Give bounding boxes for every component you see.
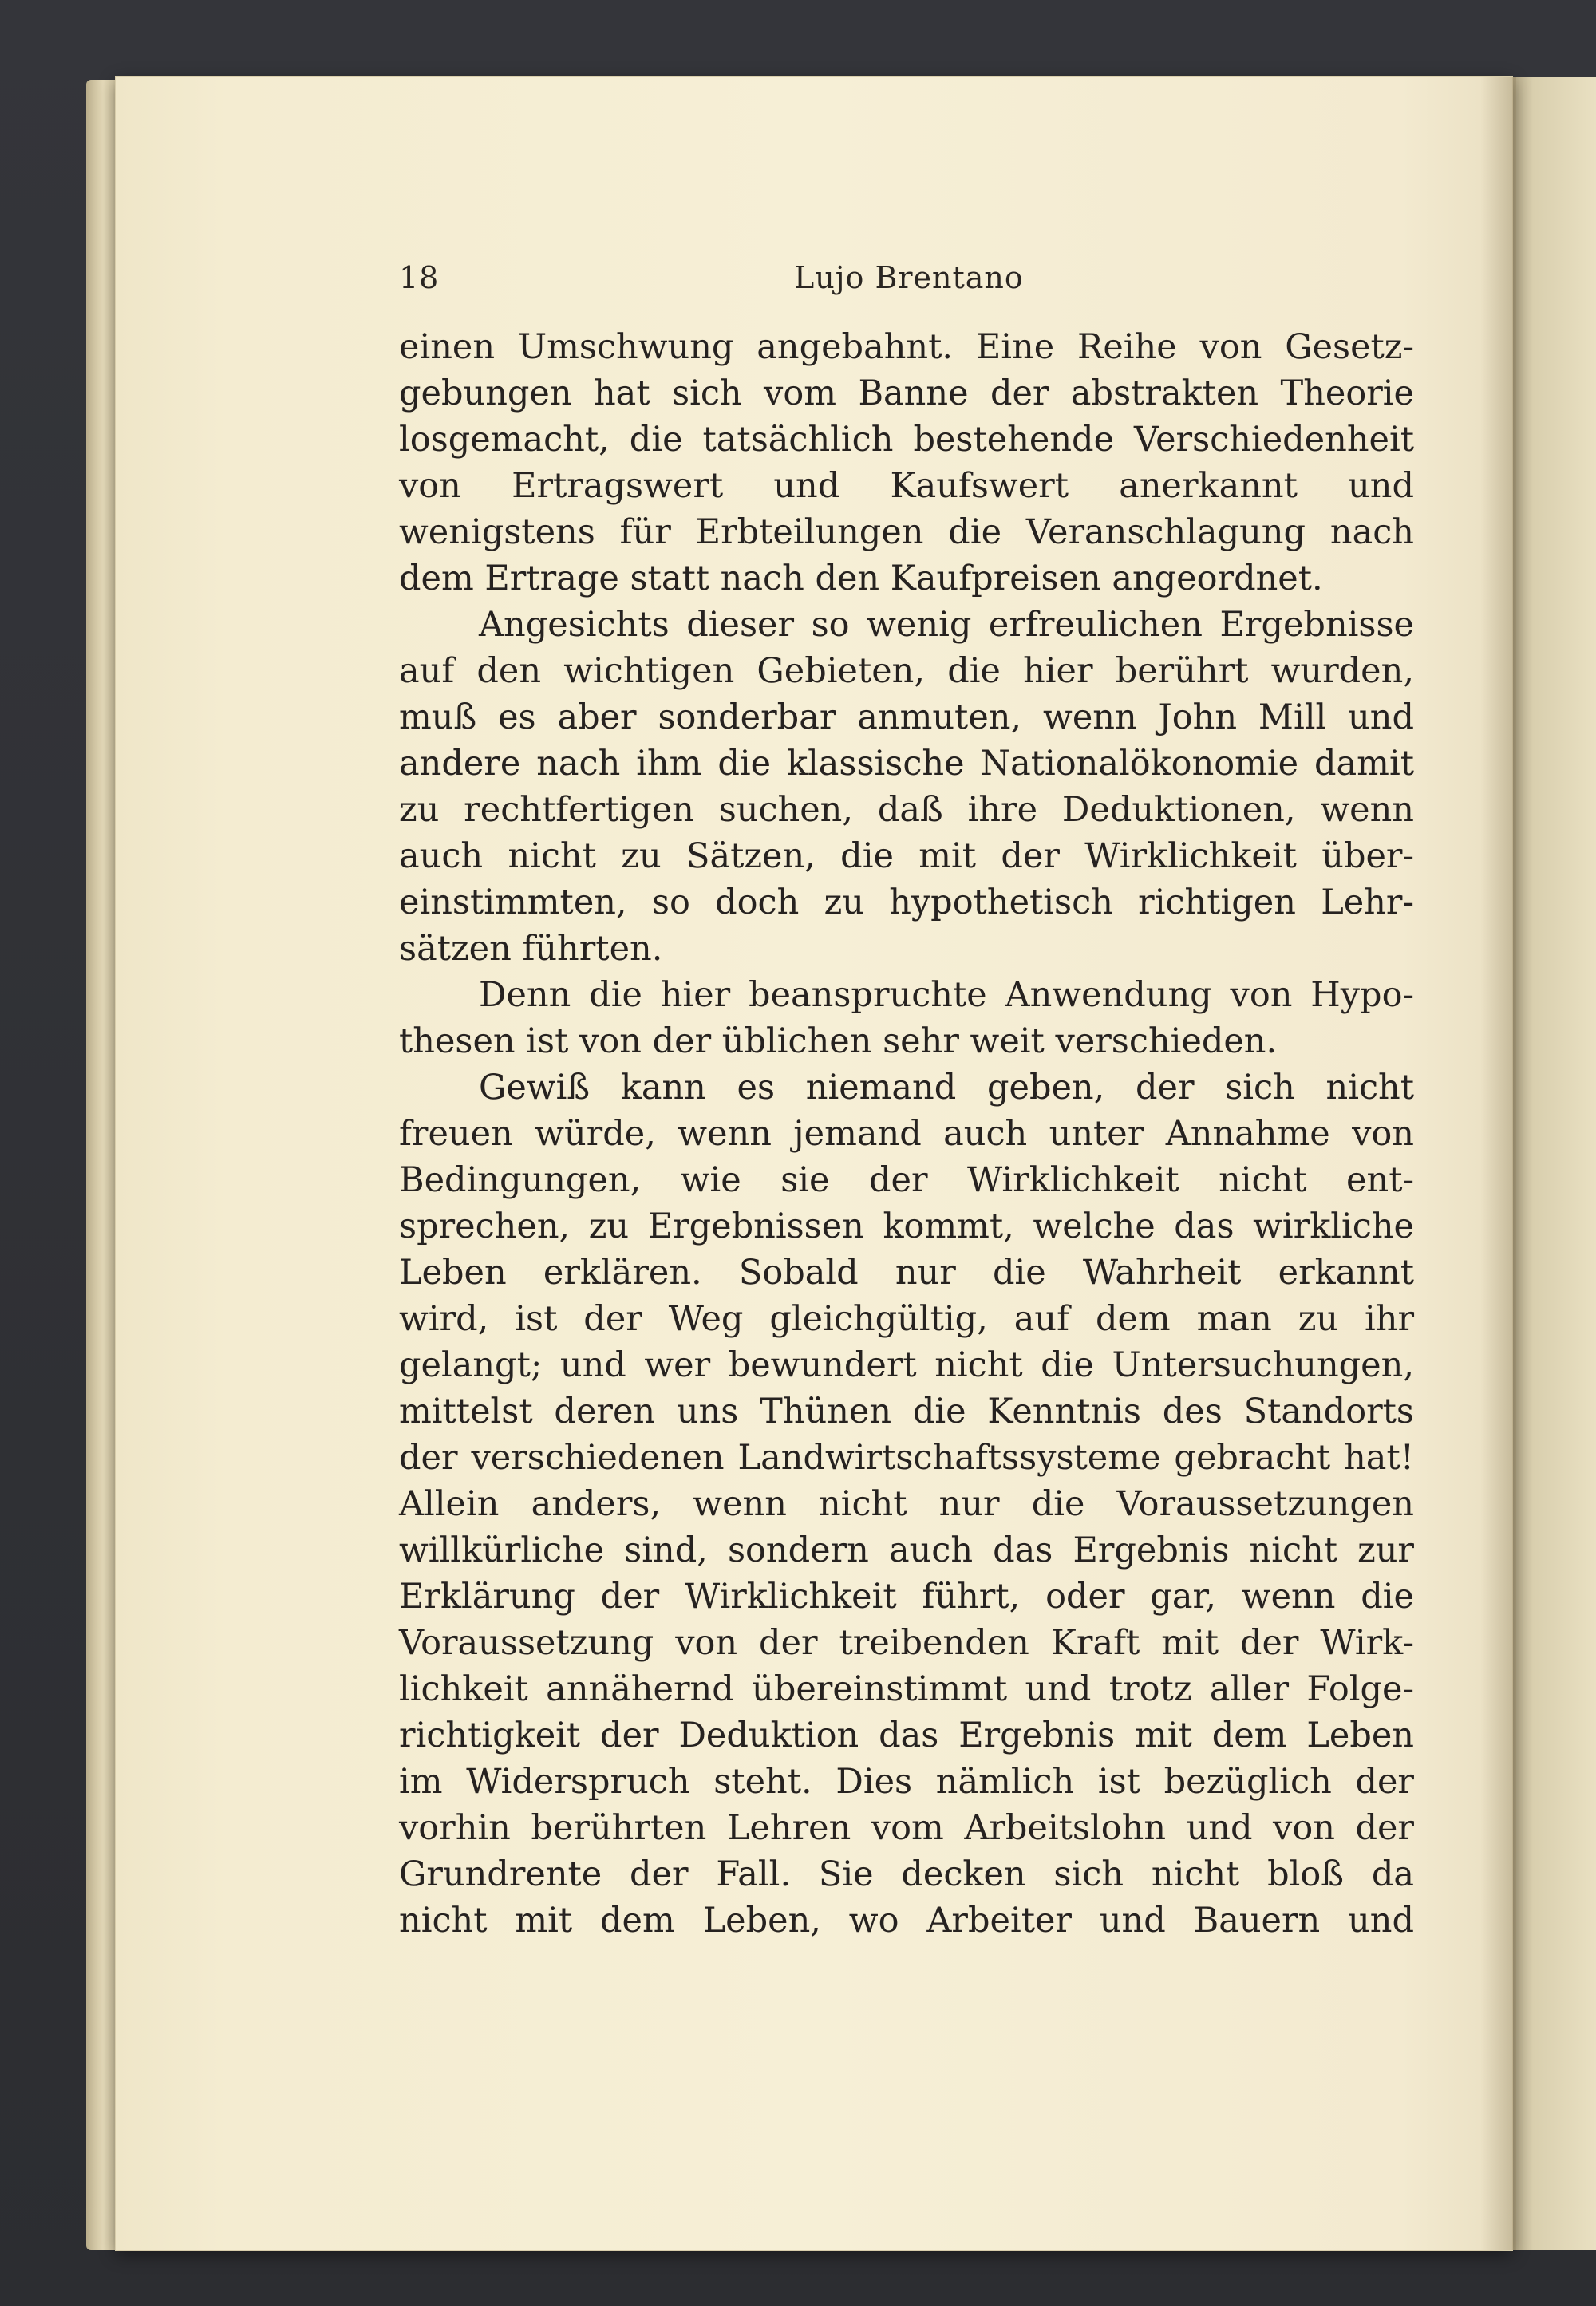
- text-line: einen Umschwung angebahnt. Eine Reihe von Gesetz-: [399, 327, 1414, 367]
- text-line: lichkeit annähernd übereinstimmt und trotz aller Folge-: [399, 1669, 1414, 1709]
- text-line: nicht mit dem Leben, wo Arbeiter und Bauern und: [399, 1901, 1414, 1941]
- running-head: Lujo Brentano: [794, 260, 1024, 295]
- text-line: auch nicht zu Sätzen, die mit der Wirklichkeit über-: [399, 836, 1414, 876]
- page-header: [399, 260, 1420, 305]
- text-line: einstimmten, so doch zu hypothetisch richtigen Lehr-: [399, 883, 1414, 922]
- text-line: richtigkeit der Deduktion das Ergebnis mit dem Leben: [399, 1716, 1414, 1755]
- text-line: dem Ertrage statt nach den Kaufpreisen angeordnet.: [399, 559, 1323, 598]
- text-line: losgemacht, die tatsächlich bestehende Verschiedenheit: [399, 420, 1414, 460]
- text-line: wenigstens für Erbteilungen die Veranschlagung nach: [399, 512, 1414, 552]
- text-line: Gewiß kann es niemand geben, der sich nicht: [479, 1068, 1414, 1108]
- text-line: Erklärung der Wirklichkeit führt, oder gar, wenn die: [399, 1577, 1414, 1617]
- text-line: sprechen, zu Ergebnissen kommt, welche das wirkliche: [399, 1206, 1414, 1246]
- page-number: 18: [399, 260, 440, 295]
- text-line: vorhin berührten Lehren vom Arbeitslohn und von der: [399, 1808, 1414, 1848]
- gutter-shadow: [1480, 77, 1516, 2250]
- text-line: Bedingungen, wie sie der Wirklichkeit nicht ent-: [399, 1160, 1414, 1200]
- text-line: wird, ist der Weg gleichgültig, auf dem man zu ihr: [399, 1299, 1414, 1339]
- text-line: gelangt; und wer bewundert nicht die Untersuchungen,: [399, 1345, 1414, 1385]
- text-line: sätzen führten.: [399, 929, 663, 969]
- text-line: von Ertragswert und Kaufswert anerkannt und: [399, 466, 1414, 506]
- text-line: Voraussetzung von der treibenden Kraft mit der Wirk-: [399, 1623, 1414, 1663]
- text-line: gebungen hat sich vom Banne der abstrakten Theorie: [399, 373, 1414, 413]
- text-line: andere nach ihm die klassische Nationalökonomie damit: [399, 744, 1414, 784]
- text-line: Allein anders, wenn nicht nur die Voraussetzungen: [399, 1484, 1414, 1524]
- text-line: Denn die hier beanspruchte Anwendung von Hypo-: [479, 975, 1414, 1015]
- text-line: Leben erklären. Sobald nur die Wahrheit erkannt: [399, 1253, 1414, 1293]
- text-line: freuen würde, wenn jemand auch unter Annahme von: [399, 1114, 1414, 1154]
- text-line: Grundrente der Fall. Sie decken sich nicht bloß da: [399, 1854, 1414, 1894]
- text-line: muß es aber sonderbar anmuten, wenn John Mill und: [399, 697, 1414, 737]
- body-text: [399, 324, 1414, 1944]
- text-line: im Widerspruch steht. Dies nämlich ist bezüglich der: [399, 1762, 1414, 1802]
- text-line: mittelst deren uns Thünen die Kenntnis des Standorts: [399, 1392, 1414, 1431]
- text-line: auf den wichtigen Gebieten, die hier berührt wurden,: [399, 651, 1414, 691]
- text-line: zu rechtfertigen suchen, daß ihre Deduktionen, wenn: [399, 790, 1414, 830]
- text-line: thesen ist von der üblichen sehr weit verschieden.: [399, 1021, 1278, 1061]
- text-line: willkürliche sind, sondern auch das Ergebnis nicht zur: [399, 1530, 1414, 1570]
- text-line: der verschiedenen Landwirtschaftssysteme gebracht hat!: [399, 1438, 1414, 1478]
- text-line: Angesichts dieser so wenig erfreulichen Ergebnisse: [479, 605, 1414, 645]
- facing-page-edge: [1512, 77, 1596, 2250]
